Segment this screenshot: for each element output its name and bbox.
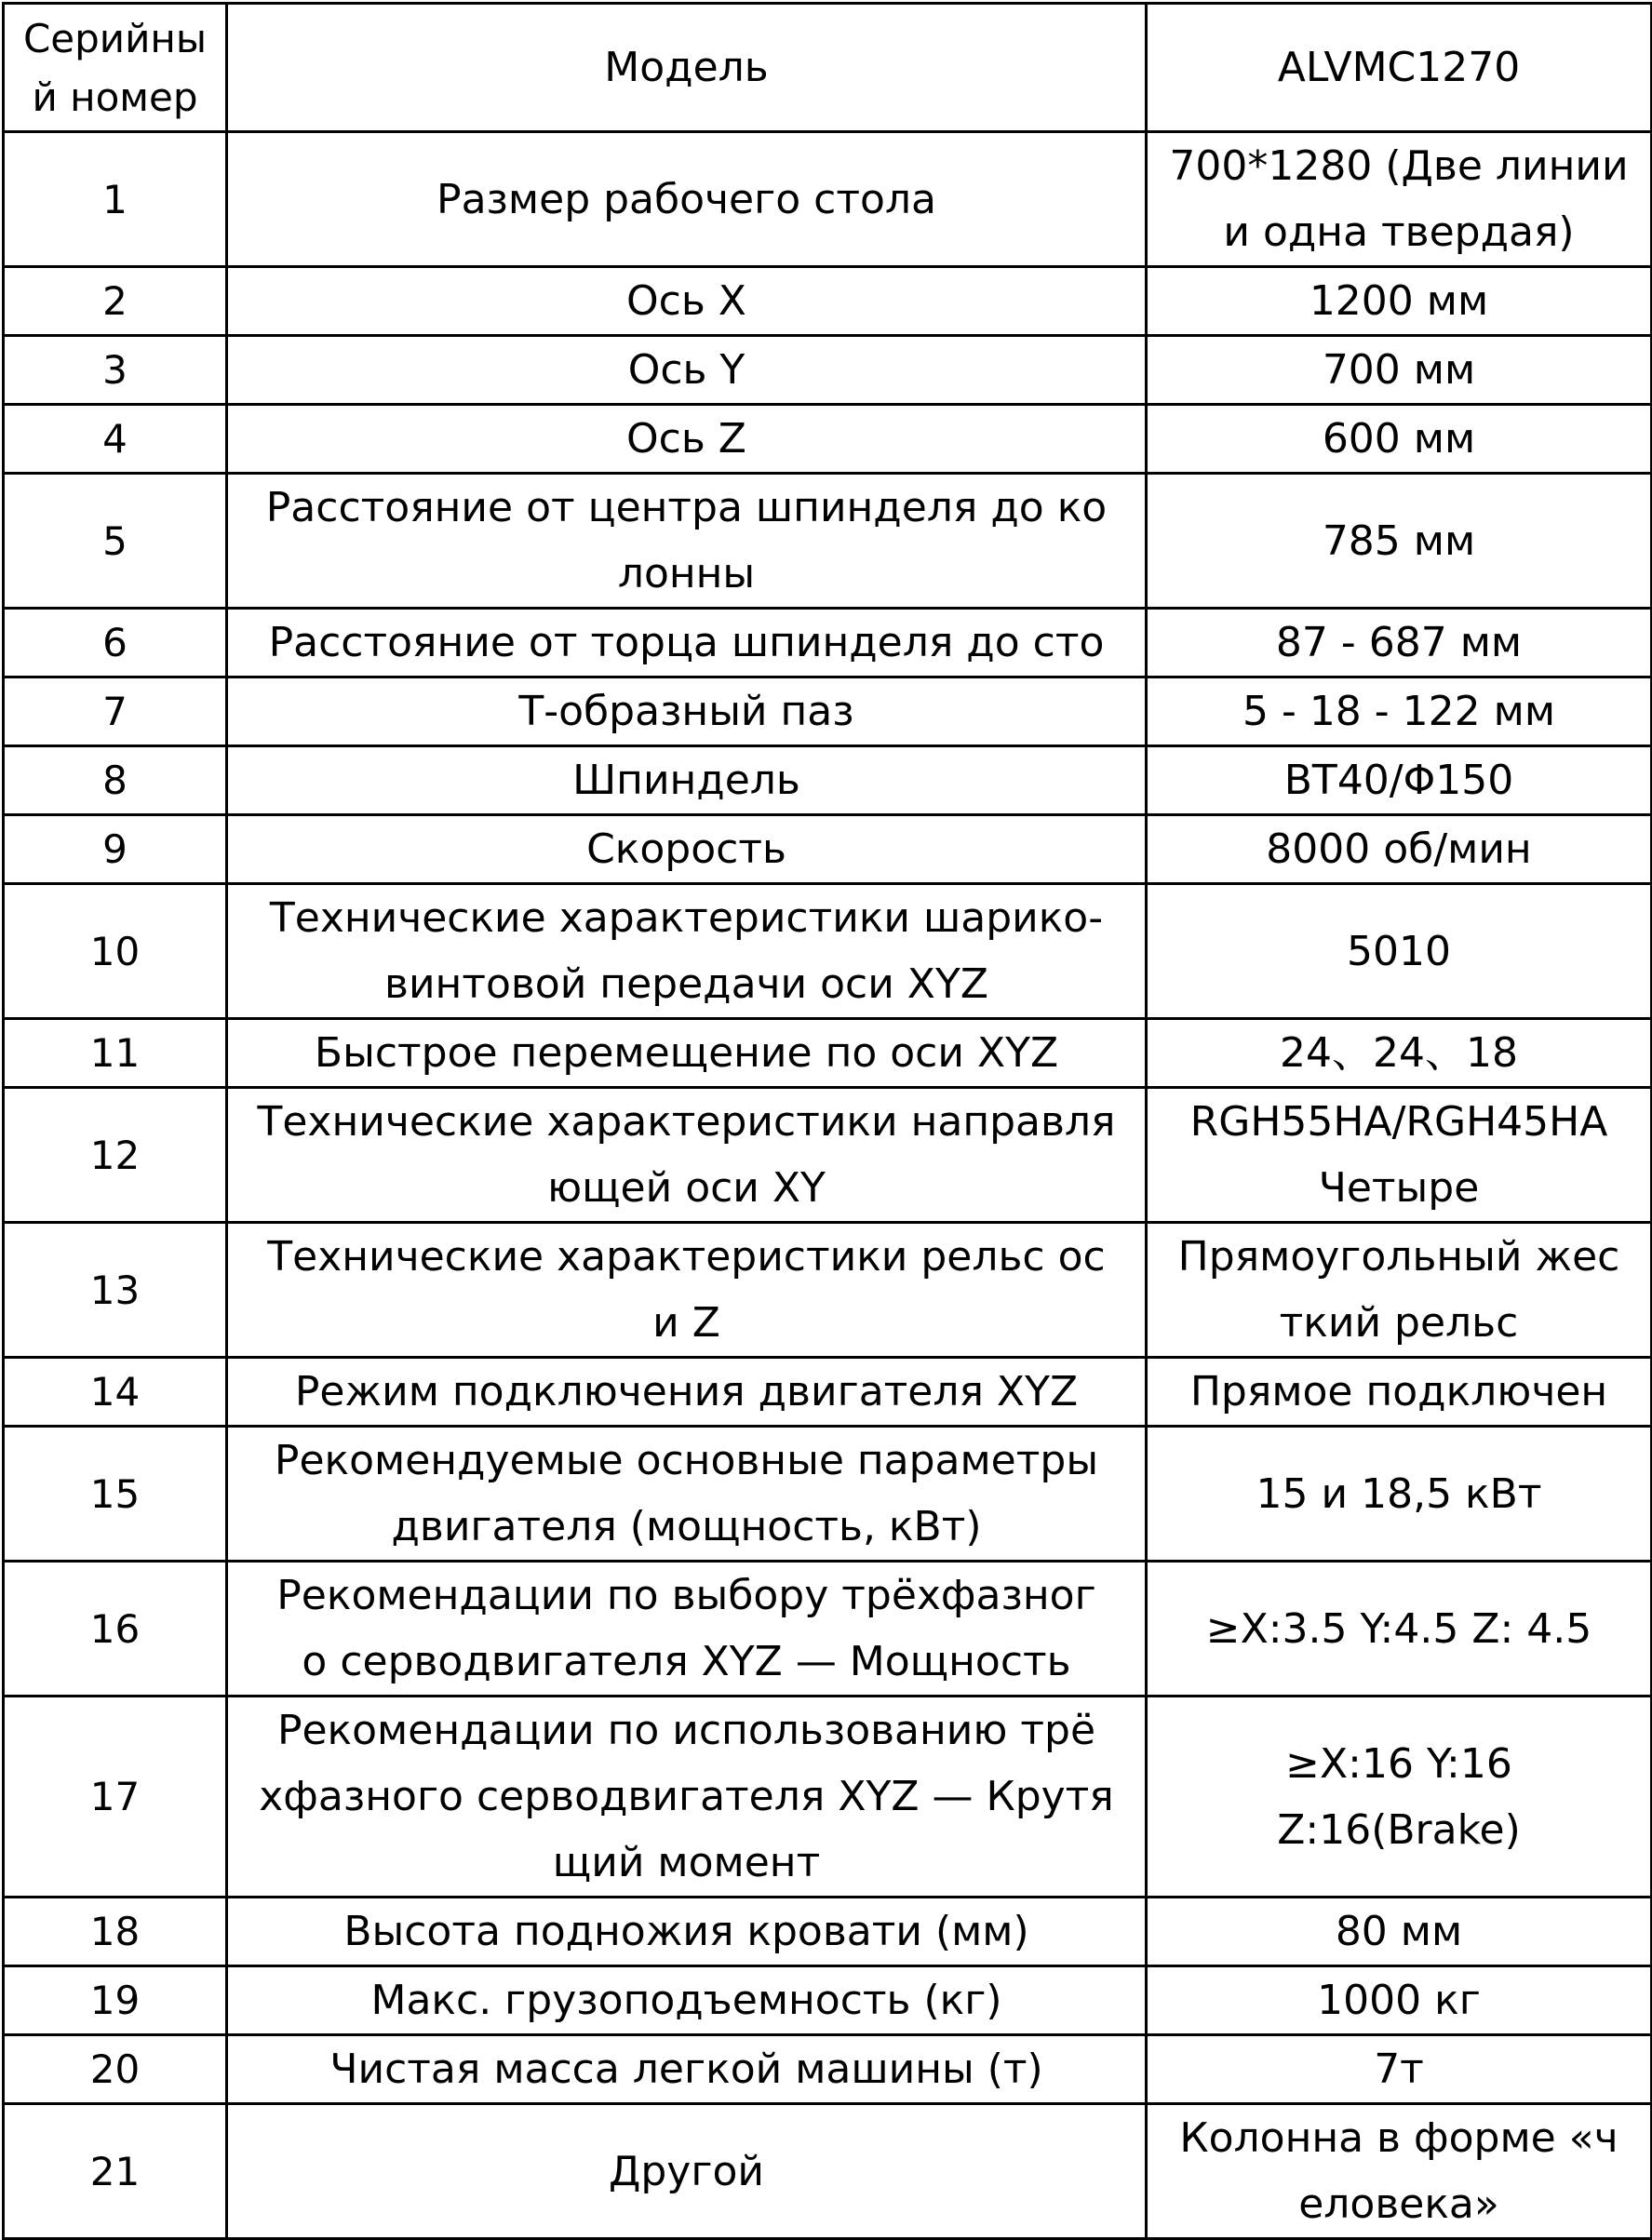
- row-value: 1200 мм: [1147, 267, 1652, 336]
- table-row: [4, 132, 1652, 267]
- row-number: 4: [4, 405, 227, 474]
- row-value: 87 - 687 мм: [1147, 609, 1652, 677]
- row-parameter: Чистая масса легкой машины (т): [227, 2035, 1147, 2104]
- row-parameter: Расстояние от центра шпинделя до ко лонны: [227, 474, 1147, 609]
- row-value: 1000 кг: [1147, 1966, 1652, 2035]
- row-parameter: Технические характеристики шарико- винтовой передачи оси XYZ: [227, 884, 1147, 1019]
- row-value: Колонна в форме «ч еловека»: [1147, 2104, 1652, 2239]
- row-parameter: Высота подножия кровати (мм): [227, 1898, 1147, 1966]
- row-parameter: Размер рабочего стола: [227, 132, 1147, 267]
- table-row: [4, 609, 1652, 677]
- table-row: [4, 815, 1652, 884]
- row-parameter: Ось Y: [227, 336, 1147, 405]
- row-value: 8000 об/мин: [1147, 815, 1652, 884]
- row-number: 13: [4, 1223, 227, 1358]
- table-row: [4, 1697, 1652, 1898]
- header-row: [4, 4, 1652, 132]
- row-number: 20: [4, 2035, 227, 2104]
- table-row: [4, 1223, 1652, 1358]
- row-number: 21: [4, 2104, 227, 2239]
- row-value: 5 - 18 - 122 мм: [1147, 677, 1652, 746]
- table-row: [4, 1358, 1652, 1427]
- row-value: 700*1280 (Две линии и одна твердая): [1147, 132, 1652, 267]
- row-value: 7т: [1147, 2035, 1652, 2104]
- table-row: [4, 2035, 1652, 2104]
- row-value: Прямоугольный жес ткий рельс: [1147, 1223, 1652, 1358]
- table-row: [4, 336, 1652, 405]
- row-number: 3: [4, 336, 227, 405]
- row-value: 24、24、18: [1147, 1019, 1652, 1088]
- row-parameter: Другой: [227, 2104, 1147, 2239]
- table-row: [4, 405, 1652, 474]
- row-value: BT40/Φ150: [1147, 746, 1652, 815]
- row-number: 18: [4, 1898, 227, 1966]
- table-row: [4, 1088, 1652, 1223]
- row-value: 80 мм: [1147, 1898, 1652, 1966]
- row-number: 8: [4, 746, 227, 815]
- table-row: [4, 2104, 1652, 2239]
- spec-table-body: [4, 4, 1652, 2239]
- header-serial: Серийны й номер: [4, 4, 227, 132]
- row-parameter: Быстрое перемещение по оси XYZ: [227, 1019, 1147, 1088]
- header-model: Модель: [227, 4, 1147, 132]
- table-row: [4, 474, 1652, 609]
- row-parameter: Режим подключения двигателя XYZ: [227, 1358, 1147, 1427]
- row-value: 785 мм: [1147, 474, 1652, 609]
- row-parameter: Скорость: [227, 815, 1147, 884]
- row-value: 600 мм: [1147, 405, 1652, 474]
- table-row: [4, 1898, 1652, 1966]
- row-number: 10: [4, 884, 227, 1019]
- row-parameter: Т-образный паз: [227, 677, 1147, 746]
- row-value: Прямое подключен: [1147, 1358, 1652, 1427]
- table-row: [4, 746, 1652, 815]
- table-row: [4, 1562, 1652, 1697]
- row-parameter: Технические характеристики направля ющей оси XY: [227, 1088, 1147, 1223]
- table-row: [4, 1427, 1652, 1562]
- row-parameter: Макс. грузоподъемность (кг): [227, 1966, 1147, 2035]
- row-parameter: Технические характеристики рельс ос и Z: [227, 1223, 1147, 1358]
- row-value: RGH55HA/RGH45HA Четыре: [1147, 1088, 1652, 1223]
- row-parameter: Шпиндель: [227, 746, 1147, 815]
- table-row: [4, 267, 1652, 336]
- row-number: 11: [4, 1019, 227, 1088]
- row-number: 17: [4, 1697, 227, 1898]
- row-number: 1: [4, 132, 227, 267]
- row-parameter: Рекомендации по выбору трёхфазног о серводвигателя XYZ — Мощность: [227, 1562, 1147, 1697]
- row-number: 6: [4, 609, 227, 677]
- row-parameter: Ось Z: [227, 405, 1147, 474]
- row-number: 15: [4, 1427, 227, 1562]
- row-number: 7: [4, 677, 227, 746]
- row-parameter: Расстояние от торца шпинделя до сто: [227, 609, 1147, 677]
- row-number: 19: [4, 1966, 227, 2035]
- row-number: 5: [4, 474, 227, 609]
- row-number: 14: [4, 1358, 227, 1427]
- spec-table: [2, 2, 1652, 2240]
- row-parameter: Рекомендуемые основные параметры двигателя (мощность, кВт): [227, 1427, 1147, 1562]
- row-value: 5010: [1147, 884, 1652, 1019]
- row-number: 12: [4, 1088, 227, 1223]
- row-number: 9: [4, 815, 227, 884]
- row-number: 16: [4, 1562, 227, 1697]
- row-parameter: Ось X: [227, 267, 1147, 336]
- header-value: ALVMC1270: [1147, 4, 1652, 132]
- row-value: ≥X:3.5 Y:4.5 Z: 4.5: [1147, 1562, 1652, 1697]
- table-row: [4, 1966, 1652, 2035]
- row-value: 700 мм: [1147, 336, 1652, 405]
- row-value: ≥X:16 Y:16 Z:16(Brake): [1147, 1697, 1652, 1898]
- row-parameter: Рекомендации по использованию трё хфазного серводвигателя XYZ — Крутя щий момент: [227, 1697, 1147, 1898]
- table-row: [4, 677, 1652, 746]
- row-number: 2: [4, 267, 227, 336]
- table-row: [4, 884, 1652, 1019]
- row-value: 15 и 18,5 кВт: [1147, 1427, 1652, 1562]
- table-row: [4, 1019, 1652, 1088]
